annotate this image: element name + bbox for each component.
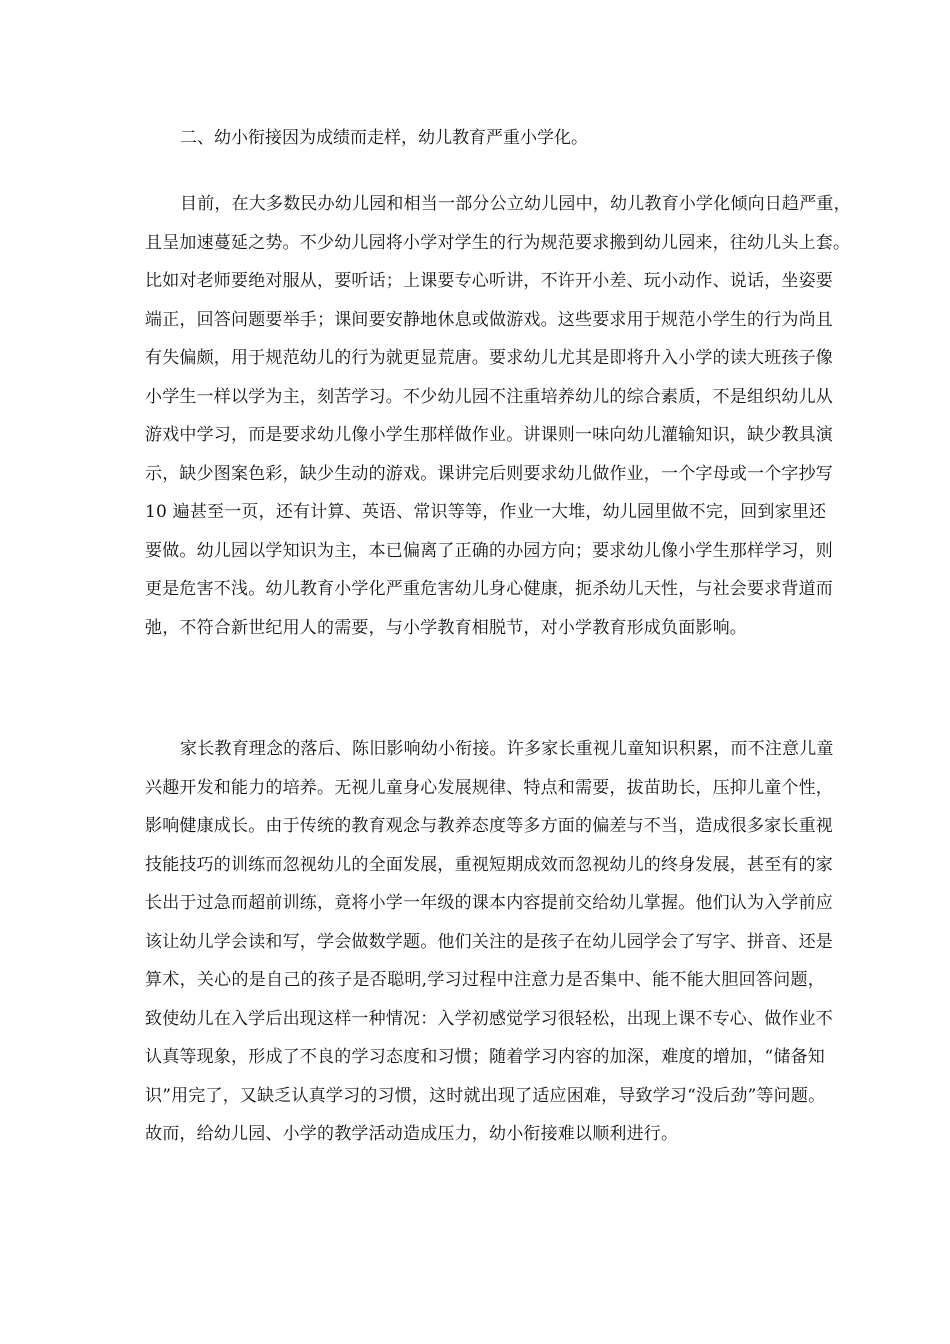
- paragraph-2: [145, 736, 834, 1160]
- paragraph-line: 致使幼儿在入学后出现这样一种情况：入学初感觉学习很轻松，出现上课不专心、做作业不: [145, 1008, 833, 1029]
- paragraph-line: 长出于过急而超前训练，竟将小学一年级的课本内容提前交给幼儿掌握。他们认为入学前应: [145, 893, 833, 913]
- paragraph-line: 更是危害不浅。幼儿教育小学化严重危害幼儿身心健康，扼杀幼儿天性，与社会要求背道而: [145, 579, 833, 599]
- paragraph-line: 弛，不符合新世纪用人的需要，与小学教育相脱节，对小学教育形成负面影响。: [145, 617, 747, 638]
- paragraph-1: [145, 191, 851, 653]
- paragraph-line: 家长教育理念的落后、陈旧影响幼小衔接。许多家长重视儿童知识积累，而不注意儿童: [180, 739, 834, 759]
- paragraph-line: 目前，在大多数民办幼儿园和相当一部分公立幼儿园中，幼儿教育小学化倾向日趋严重，: [180, 194, 851, 214]
- paragraph-line: 影响健康成长。由于传统的教育观念与教养态度等多方面的偏差与不当，造成很多家长重视: [145, 816, 833, 836]
- paragraph-line: 该让幼儿学会读和写，学会做数学题。他们关注的是孩子在幼儿园学会了写字、拼音、还是: [145, 931, 833, 952]
- paragraph-line: 示，缺少图案色彩，缺少生动的游戏。课讲完后则要求幼儿做作业，一个字母或一个字抄写: [145, 463, 833, 484]
- paragraph-line: 有失偏颇，用于规范幼儿的行为就更显荒唐。要求幼儿尤其是即将升入小学的读大班孩子像: [145, 348, 833, 368]
- section-heading: 二、幼小衔接因为成绩而走样，幼儿教育严重小学化。: [180, 128, 588, 148]
- paragraph-line: 小学生一样以学为主，刻苦学习。不少幼儿园不注重培养幼儿的综合素质，不是组织幼儿从: [145, 386, 833, 407]
- paragraph-line: 游戏中学习，而是要求幼儿像小学生那样做作业。讲课则一味向幼儿灌输知识，缺少教具演: [145, 425, 833, 445]
- paragraph-line: 要做。幼儿园以学知识为主，本已偏离了正确的办园方向；要求幼儿像小学生那样学习，则: [145, 540, 833, 561]
- paragraph-line: 算术，关心的是自己的孩子是否聪明,学习过程中注意力是否集中、能不能大胆回答问题，: [145, 970, 825, 990]
- paragraph-line: 故而，给幼儿园、小学的教学活动造成压力，幼小衔接难以顺利进行。: [145, 1124, 679, 1144]
- paragraph-line: 技能技巧的训练而忽视幼儿的全面发展，重视短期成效而忽视幼儿的终身发展，甚至有的家: [145, 854, 833, 875]
- paragraph-line: 10 遍甚至一页，还有计算、英语、常识等等，作业一大堆，幼儿园里做不完，回到家里还: [145, 502, 827, 522]
- paragraph-line: 认真等现象，形成了不良的学习态度和习惯；随着学习内容的加深，难度的增加，“储备知: [145, 1047, 825, 1067]
- paragraph-line: 端正，回答问题要举手；课间要安静地休息或做游戏。这些要求用于规范小学生的行为尚且: [145, 309, 833, 330]
- paragraph-line: 识”用完了，又缺乏认真学习的习惯，这时就出现了适应困难，导致学习“没后劲”等问题。: [145, 1085, 826, 1106]
- paragraph-line: 比如对老师要绝对服从，要听话；上课要专心听讲，不许开小差、玩小动作、说话，坐姿要: [145, 271, 833, 291]
- paragraph-line: 且呈加速蔓延之势。不少幼儿园将小学对学生的行为规范要求搬到幼儿园来，往幼儿头上套。: [145, 232, 851, 253]
- paragraph-line: 兴趣开发和能力的培养。无视儿童身心发展规律、特点和需要，拔苗助长，压抑儿童个性，: [145, 777, 833, 798]
